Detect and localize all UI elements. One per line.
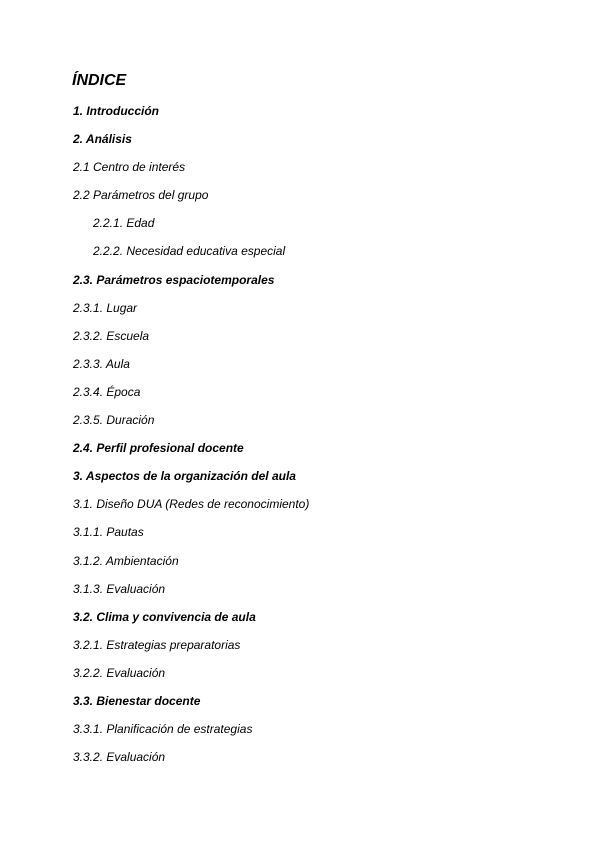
- toc-entry: [0, 582, 600, 610]
- toc-entry: [0, 694, 600, 722]
- toc-entry: [0, 301, 600, 329]
- toc-entry: [0, 160, 600, 188]
- toc-entry: [0, 441, 600, 469]
- toc-entry-text: 2.2.1. Edad: [93, 216, 155, 231]
- toc-entry-text: 2.3.4. Época: [73, 384, 141, 399]
- toc-entry-text: 3.1.1. Pautas: [73, 525, 144, 540]
- toc-entry: [0, 525, 600, 553]
- toc-entry: [0, 666, 600, 694]
- toc-entry-text: 2.3.5. Duración: [73, 413, 155, 428]
- toc-entry-text: 2.3. Parámetros espaciotemporales: [73, 272, 275, 287]
- toc-entry-text: 2.4. Perfil profesional docente: [73, 441, 244, 456]
- toc-entry: [0, 750, 600, 778]
- toc-entry: [0, 610, 600, 638]
- toc-entry-text: 2.1 Centro de interés: [73, 160, 186, 175]
- toc-entry-text: 2. Análisis: [73, 132, 132, 147]
- toc-entry-text: 3.1.3. Evaluación: [73, 581, 166, 596]
- toc-entry: [0, 132, 600, 160]
- toc-entry-text: 3.2.1. Estrategias preparatorias: [73, 637, 241, 652]
- toc-entry-text: 3.2. Clima y convivencia de aula: [73, 609, 256, 624]
- toc-entry-text: 3.3.2. Evaluación: [73, 750, 166, 765]
- toc-entry-text: 1. Introducción: [73, 104, 160, 118]
- toc-entry: [0, 722, 600, 750]
- toc-entry: [0, 104, 600, 132]
- toc-entry: [0, 188, 600, 216]
- toc-entry: [0, 244, 600, 272]
- toc-entry: [0, 638, 600, 666]
- toc-entry: [0, 497, 600, 525]
- toc-entry: [0, 216, 600, 244]
- toc-entry-text: 2.2.2. Necesidad educativa especial: [93, 244, 286, 259]
- toc-entry: [0, 469, 600, 497]
- toc-entry-text: 2.3.3. Aula: [73, 356, 130, 371]
- toc-entry-text: 3.1. Diseño DUA (Redes de reconocimiento): [73, 497, 310, 512]
- toc-entry: [0, 413, 600, 441]
- toc-entry: [0, 385, 600, 413]
- table-of-contents: [0, 104, 600, 778]
- toc-entry-text: 3.3.1. Planificación de estrategias: [73, 722, 253, 737]
- toc-entry-text: 3. Aspectos de la organización del aula: [73, 469, 296, 484]
- toc-entry-text: 3.2.2. Evaluación: [73, 665, 166, 680]
- page-title: ÍNDICE: [72, 72, 127, 89]
- toc-entry-text: 2.3.1. Lugar: [73, 300, 138, 315]
- toc-entry: [0, 273, 600, 301]
- toc-entry: [0, 554, 600, 582]
- toc-entry-text: 2.3.2. Escuela: [73, 328, 150, 343]
- toc-entry-text: 3.1.2. Ambientación: [73, 553, 179, 568]
- toc-entry-text: 2.2 Parámetros del grupo: [73, 188, 209, 203]
- toc-entry: [0, 357, 600, 385]
- toc-entry: [0, 329, 600, 357]
- toc-entry-text: 3.3. Bienestar docente: [73, 693, 201, 708]
